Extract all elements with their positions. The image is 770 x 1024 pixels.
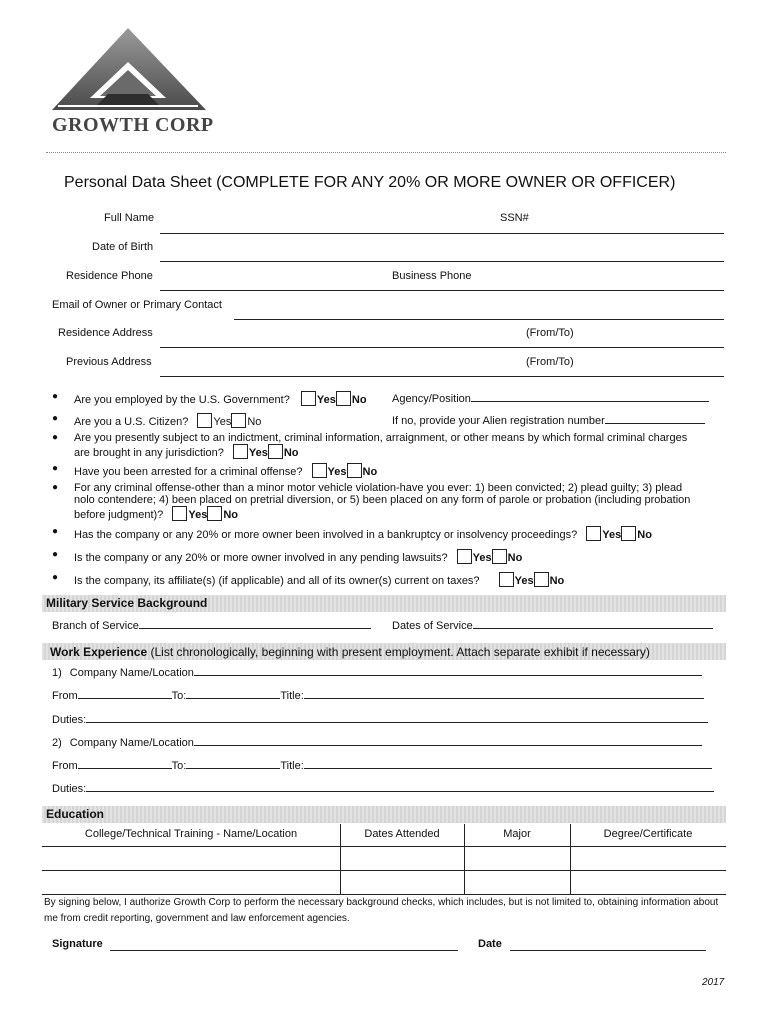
res-address-field[interactable]	[160, 347, 724, 348]
agency-label: Agency/Position	[392, 393, 471, 405]
dates-field[interactable]	[473, 618, 713, 629]
no-label: No	[549, 575, 565, 587]
question-text: Are you a U.S. Citizen?	[74, 416, 189, 428]
yes-checkbox[interactable]	[233, 444, 248, 459]
no-label: No	[351, 394, 367, 406]
yes-checkbox[interactable]	[301, 391, 316, 406]
branch-label: Branch of Service	[52, 620, 139, 632]
prev-address-label: Previous Address	[66, 356, 152, 368]
military-heading: Military Service Background	[46, 596, 208, 610]
footer-year: 2017	[702, 977, 725, 988]
work-entry-2-company	[52, 735, 702, 749]
company-field[interactable]	[194, 665, 702, 676]
bullet: ●	[52, 413, 59, 424]
no-checkbox[interactable]	[621, 526, 636, 541]
email-label: Email of Owner or Primary Contact	[52, 299, 222, 311]
duties-label: Duties:	[52, 783, 87, 795]
branch-of-service	[52, 618, 371, 632]
question-text: Have you been arrested for a criminal offense?	[74, 466, 303, 478]
work-section-header	[42, 643, 726, 660]
column-header: Degree/Certificate	[603, 828, 693, 840]
ssn-label: SSN#	[500, 212, 529, 224]
bullet: ●	[52, 549, 59, 560]
question-indictment	[74, 432, 724, 459]
yes-checkbox[interactable]	[312, 463, 327, 478]
to-label: To:	[171, 760, 187, 772]
bullet: ●	[52, 526, 59, 537]
title-label: Title:	[280, 690, 304, 702]
no-label: No	[362, 466, 378, 478]
logo-text: GROWTH CORP	[52, 114, 214, 136]
alien-field[interactable]	[605, 413, 705, 424]
from-label: From	[52, 760, 78, 772]
company-logo	[48, 26, 218, 138]
company-field[interactable]	[194, 735, 702, 746]
to-field[interactable]	[186, 688, 280, 699]
full-name-field[interactable]	[160, 233, 724, 234]
prev-from-to-label: (From/To)	[526, 356, 574, 368]
phone-field[interactable]	[160, 290, 724, 291]
question-text: Is the company or any 20% or more owner involved in any pending lawsuits?	[74, 552, 448, 564]
table-row[interactable]	[42, 870, 726, 871]
work-entry-2-duties	[52, 781, 714, 795]
table-divider	[340, 824, 341, 894]
agency-field[interactable]	[471, 391, 709, 402]
yes-label: Yes	[472, 552, 492, 564]
dob-field[interactable]	[160, 261, 724, 262]
dates-label: Dates of Service	[392, 620, 473, 632]
work-entry-1-company	[52, 665, 702, 679]
question-text-cont: nolo contendere; 4) been placed on pretrial diversion, or 5) been placed on any form of parole or probation (including probation	[74, 494, 691, 506]
table-divider	[570, 824, 571, 894]
pyramid-logo-icon	[48, 26, 218, 116]
question-text-end: before judgment)?	[74, 509, 164, 521]
no-checkbox[interactable]	[231, 413, 246, 428]
company-label: Company Name/Location	[69, 737, 194, 749]
yes-checkbox[interactable]	[172, 506, 187, 521]
bullet: ●	[52, 482, 59, 493]
question-text: Is the company, its affiliate(s) (if applicable) and all of its owner(s) current on taxes?	[74, 575, 480, 587]
question-arrested	[74, 463, 724, 478]
column-header: College/Technical Training - Name/Location	[84, 828, 298, 840]
bullet: ●	[52, 432, 59, 443]
res-from-to-label: (From/To)	[526, 327, 574, 339]
yes-label: Yes	[248, 447, 268, 459]
dob-label: Date of Birth	[92, 241, 154, 253]
question-lawsuits	[74, 549, 724, 564]
no-label: No	[637, 529, 652, 541]
question-bankruptcy	[74, 526, 724, 541]
bullet: ●	[52, 463, 59, 474]
branch-field[interactable]	[139, 618, 371, 629]
education-heading: Education	[46, 807, 105, 821]
table-row[interactable]	[42, 846, 726, 847]
table-divider	[464, 824, 465, 894]
question-text-cont: are brought in any jurisdiction?	[74, 447, 224, 459]
dates-of-service	[392, 618, 713, 632]
yes-label: Yes	[602, 529, 622, 541]
entry-number: 2)	[52, 737, 62, 749]
bullet: ●	[52, 391, 59, 402]
no-label: No	[507, 552, 523, 564]
company-label: Company Name/Location	[69, 667, 194, 679]
from-label: From	[52, 690, 78, 702]
question-text: For any criminal offense-other than a minor motor vehicle violation-have you ever: 1) been convicted; 2) plead guilty; 3) plead	[74, 482, 683, 494]
work-entry-1-duties	[52, 712, 708, 726]
yes-label: Yes	[316, 394, 336, 406]
education-table	[42, 824, 726, 896]
duties-label: Duties:	[52, 714, 87, 726]
page-title: Personal Data Sheet (COMPLETE FOR ANY 20% OR MORE OWNER OR OFFICER)	[64, 174, 676, 191]
yes-label: Yes	[327, 466, 347, 478]
full-name-label: Full Name	[104, 212, 155, 224]
work-entry-1-dates	[52, 688, 704, 702]
question-text: Are you presently subject to an indictment, criminal information, arraignment, or other means by which formal criminal charges	[74, 432, 688, 444]
no-checkbox[interactable]	[347, 463, 362, 478]
column-header: Dates Attended	[364, 828, 440, 840]
military-section-header	[42, 595, 726, 612]
header-divider	[46, 152, 726, 153]
date-label: Date	[478, 938, 502, 950]
agency-position	[392, 391, 709, 405]
title-field[interactable]	[304, 758, 712, 769]
entry-number: 1)	[52, 667, 62, 679]
duties-field[interactable]	[86, 712, 708, 723]
work-note: (List chronologically, beginning with present employment. Attach separate exhibit if necessary)	[147, 645, 650, 659]
from-field[interactable]	[78, 758, 172, 769]
question-taxes	[74, 572, 724, 587]
email-field[interactable]	[234, 319, 724, 320]
yes-checkbox[interactable]	[586, 526, 601, 541]
from-field[interactable]	[78, 688, 172, 699]
to-field[interactable]	[186, 758, 280, 769]
alien-label: If no, provide your Alien registration number	[392, 415, 605, 427]
alien-registration	[392, 413, 705, 427]
no-label: No	[223, 509, 238, 521]
column-header: Major	[503, 828, 531, 840]
no-checkbox[interactable]	[207, 506, 222, 521]
yes-label: Yes	[188, 509, 208, 521]
title-label: Title:	[280, 760, 304, 772]
question-text: Are you employed by the U.S. Government?	[74, 394, 290, 406]
no-label: No	[283, 447, 299, 459]
duties-field[interactable]	[86, 781, 714, 792]
yes-label: Yes	[213, 416, 232, 428]
signature-field[interactable]	[110, 950, 458, 951]
bullet: ●	[52, 572, 59, 583]
title-field[interactable]	[304, 688, 704, 699]
to-label: To:	[171, 690, 187, 702]
work-entry-2-dates	[52, 758, 712, 772]
res-address-label: Residence Address	[58, 327, 153, 339]
date-field[interactable]	[510, 950, 706, 951]
prev-address-field[interactable]	[160, 376, 724, 377]
consent-text: By signing below, I authorize Growth Corp to perform the necessary background checks, which includes, but is not limited to, obtaining information about me from credit reporting, government and law enforcement agencies.	[44, 897, 719, 924]
question-criminal-offense	[74, 482, 724, 521]
yes-label: Yes	[514, 575, 534, 587]
yes-checkbox[interactable]	[197, 413, 212, 428]
no-checkbox[interactable]	[534, 572, 549, 587]
work-heading: Work Experience	[50, 645, 148, 659]
res-phone-label: Residence Phone	[66, 270, 153, 282]
no-checkbox[interactable]	[336, 391, 351, 406]
bus-phone-label: Business Phone	[392, 270, 472, 282]
question-text: Has the company or any 20% or more owner been involved in a bankruptcy or insolvency proceedings?	[74, 529, 578, 541]
yes-checkbox[interactable]	[457, 549, 472, 564]
yes-checkbox[interactable]	[499, 572, 514, 587]
no-checkbox[interactable]	[268, 444, 283, 459]
education-section-header	[42, 806, 726, 823]
no-label: No	[247, 416, 262, 428]
signature-label: Signature	[52, 938, 103, 950]
no-checkbox[interactable]	[492, 549, 507, 564]
